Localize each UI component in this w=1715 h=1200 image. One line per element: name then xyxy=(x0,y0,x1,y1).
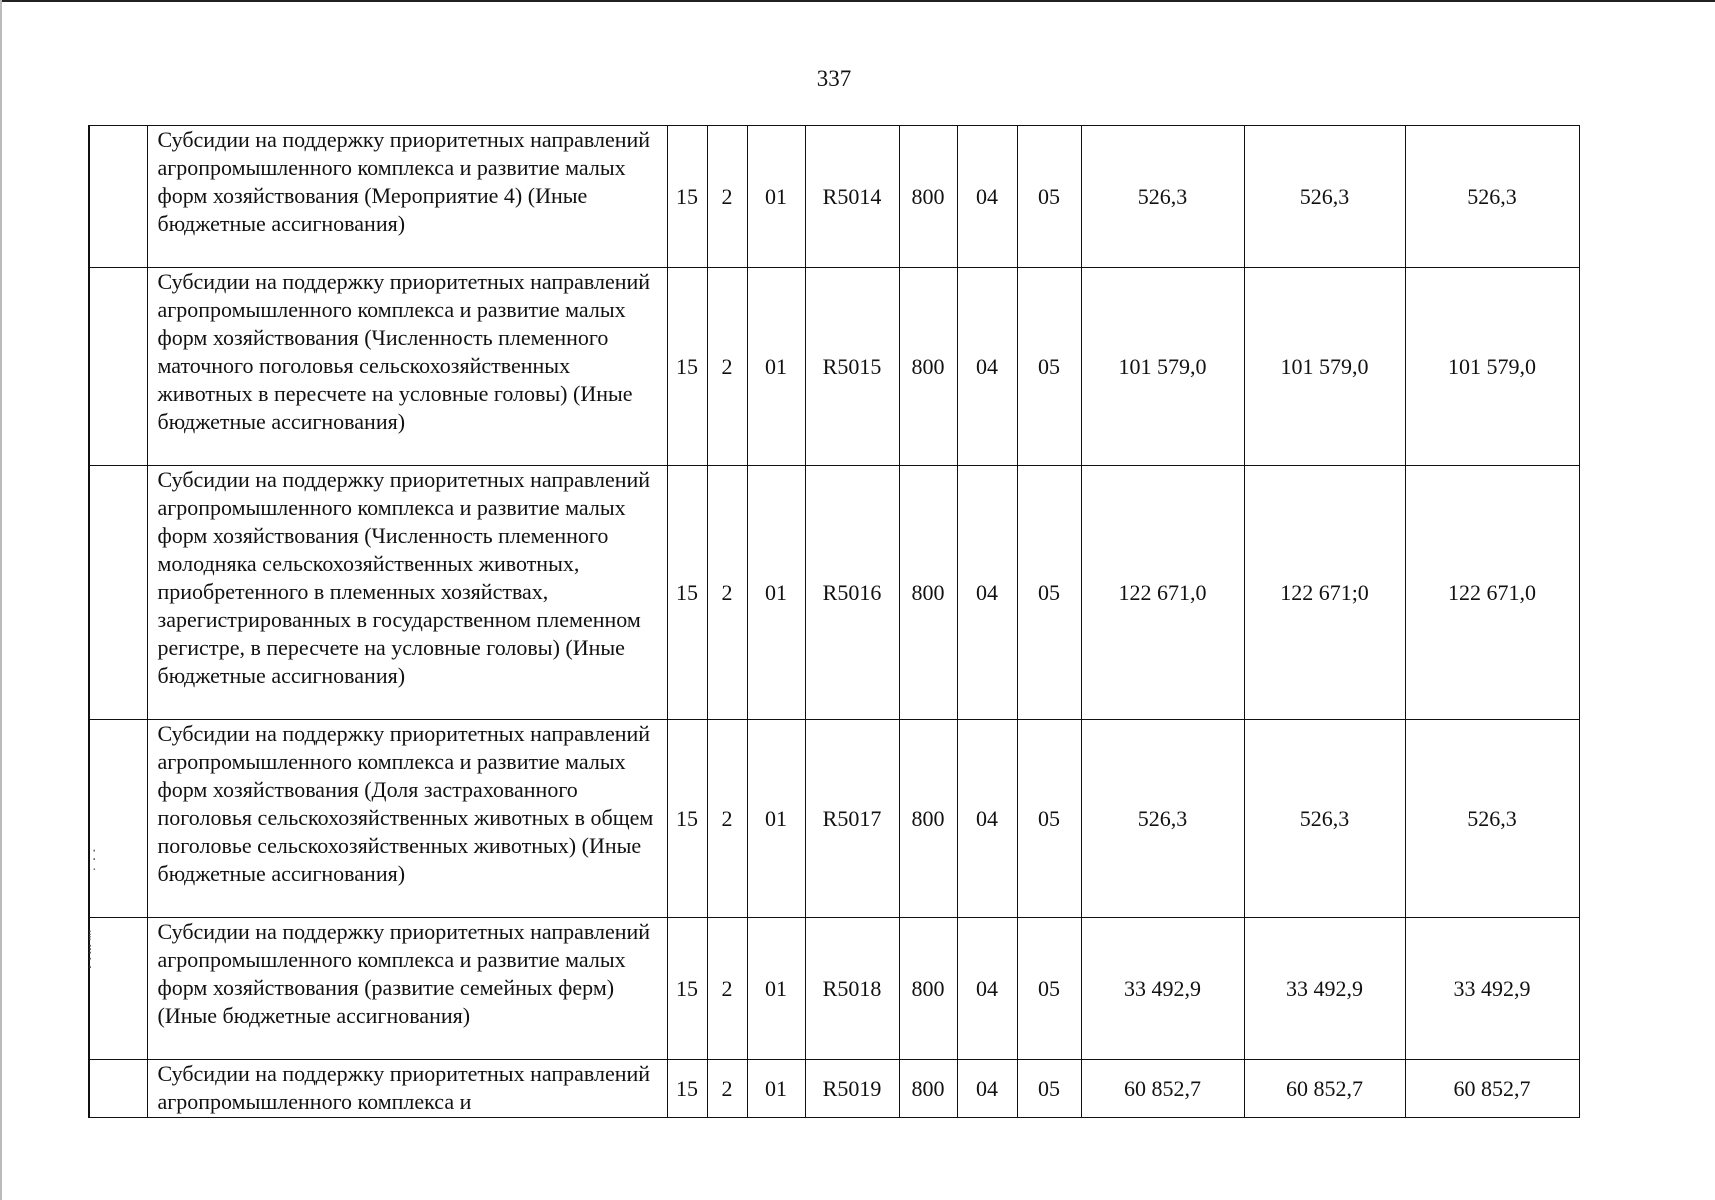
cell-target-code: R5015 xyxy=(805,268,899,466)
cell-amount-3: 526,3 xyxy=(1405,126,1579,268)
page-number: 337 xyxy=(816,66,852,91)
row-description: Субсидии на поддержку приоритетных направлений агропромышленного комплекса и развитие малых форм хозяйствования (Доля застрахованного поголовья сельскохозяйственных животных в общем поголовье сельскохозяйственных животных) (Иные бюджетные ассигнования) xyxy=(147,720,667,918)
cell-amount-3: 33 492,9 xyxy=(1405,918,1579,1060)
cell-target-code: R5018 xyxy=(805,918,899,1060)
cell-amount-1: 101 579,0 xyxy=(1081,268,1244,466)
cell-expense-type: 800 xyxy=(899,1060,957,1118)
cell-event: 01 xyxy=(747,918,805,1060)
row-description: Субсидии на поддержку приоритетных направлений агропромышленного комплекса и развитие малых форм хозяйствования (Мероприятие 4) (Иные бюджетные ассигнования) xyxy=(147,126,667,268)
row-number-cell xyxy=(89,918,147,1060)
table-row xyxy=(89,268,1579,466)
table-row xyxy=(89,918,1579,1060)
row-description: Субсидии на поддержку приоритетных направлений агропромышленного комплекса и развитие малых форм хозяйствования (Численность племенного маточного поголовья сельскохозяйственных животных в пересчете на условные головы) (Иные бюджетные ассигнования) xyxy=(147,268,667,466)
row-number-cell xyxy=(89,126,147,268)
cell-program: 15 xyxy=(667,1060,707,1118)
scan-border-left xyxy=(0,0,2,1200)
cell-target-code: R5014 xyxy=(805,126,899,268)
cell-program: 15 xyxy=(667,720,707,918)
cell-expense-type: 800 xyxy=(899,268,957,466)
cell-amount-1: 526,3 xyxy=(1081,720,1244,918)
scan-speck-marks: ⁞ ⁝ ⁚ xyxy=(88,929,93,972)
cell-amount-3: 101 579,0 xyxy=(1405,268,1579,466)
table-row xyxy=(89,720,1579,918)
cell-amount-1: 33 492,9 xyxy=(1081,918,1244,1060)
cell-subsection: 05 xyxy=(1017,466,1081,720)
row-number-cell xyxy=(89,466,147,720)
cell-section: 04 xyxy=(957,466,1017,720)
cell-subprogram: 2 xyxy=(707,918,747,1060)
cell-amount-3: 122 671,0 xyxy=(1405,466,1579,720)
cell-amount-2: 122 671;0 xyxy=(1244,466,1405,720)
table-row xyxy=(89,466,1579,720)
row-number-cell xyxy=(89,268,147,466)
cell-event: 01 xyxy=(747,720,805,918)
cell-event: 01 xyxy=(747,1060,805,1118)
cell-amount-1: 60 852,7 xyxy=(1081,1060,1244,1118)
cell-subprogram: 2 xyxy=(707,126,747,268)
cell-expense-type: 800 xyxy=(899,466,957,720)
row-number-cell xyxy=(89,1060,147,1118)
budget-table xyxy=(88,125,1580,1118)
cell-program: 15 xyxy=(667,268,707,466)
cell-subsection: 05 xyxy=(1017,268,1081,466)
row-description: Субсидии на поддержку приоритетных направлений агропромышленного комплекса и xyxy=(147,1060,667,1118)
cell-section: 04 xyxy=(957,1060,1017,1118)
cell-amount-2: 60 852,7 xyxy=(1244,1060,1405,1118)
cell-amount-3: 526,3 xyxy=(1405,720,1579,918)
cell-section: 04 xyxy=(957,918,1017,1060)
cell-amount-2: 101 579,0 xyxy=(1244,268,1405,466)
row-number-cell xyxy=(89,720,147,918)
cell-target-code: R5017 xyxy=(805,720,899,918)
scan-speck-marks: ⁚ · xyxy=(92,849,97,878)
table-row xyxy=(89,1060,1579,1118)
cell-section: 04 xyxy=(957,126,1017,268)
cell-amount-2: 526,3 xyxy=(1244,126,1405,268)
cell-expense-type: 800 xyxy=(899,126,957,268)
cell-amount-2: 526,3 xyxy=(1244,720,1405,918)
cell-subsection: 05 xyxy=(1017,1060,1081,1118)
cell-section: 04 xyxy=(957,720,1017,918)
cell-subsection: 05 xyxy=(1017,720,1081,918)
row-description: Субсидии на поддержку приоритетных направлений агропромышленного комплекса и развитие малых форм хозяйствования (развитие семейных ферм) (Иные бюджетные ассигнования) xyxy=(147,918,667,1060)
cell-amount-2: 33 492,9 xyxy=(1244,918,1405,1060)
cell-event: 01 xyxy=(747,268,805,466)
cell-section: 04 xyxy=(957,268,1017,466)
cell-target-code: R5016 xyxy=(805,466,899,720)
cell-subprogram: 2 xyxy=(707,268,747,466)
cell-amount-1: 526,3 xyxy=(1081,126,1244,268)
scan-border-top xyxy=(0,0,1715,2)
cell-subprogram: 2 xyxy=(707,720,747,918)
table-row xyxy=(89,126,1579,268)
cell-program: 15 xyxy=(667,126,707,268)
cell-subprogram: 2 xyxy=(707,466,747,720)
cell-amount-1: 122 671,0 xyxy=(1081,466,1244,720)
cell-target-code: R5019 xyxy=(805,1060,899,1118)
cell-expense-type: 800 xyxy=(899,918,957,1060)
cell-subprogram: 2 xyxy=(707,1060,747,1118)
cell-subsection: 05 xyxy=(1017,126,1081,268)
cell-event: 01 xyxy=(747,126,805,268)
cell-program: 15 xyxy=(667,918,707,1060)
row-description: Субсидии на поддержку приоритетных направлений агропромышленного комплекса и развитие малых форм хозяйствования (Численность племенного молодняка сельскохозяйственных животных, приобретенного в племенных хозяйствах, зарегистрированных в государственном племенном регистре, в пересчете на условные головы) (Иные бюджетные ассигнования) xyxy=(147,466,667,720)
cell-amount-3: 60 852,7 xyxy=(1405,1060,1579,1118)
cell-program: 15 xyxy=(667,466,707,720)
cell-subsection: 05 xyxy=(1017,918,1081,1060)
cell-expense-type: 800 xyxy=(899,720,957,918)
cell-event: 01 xyxy=(747,466,805,720)
